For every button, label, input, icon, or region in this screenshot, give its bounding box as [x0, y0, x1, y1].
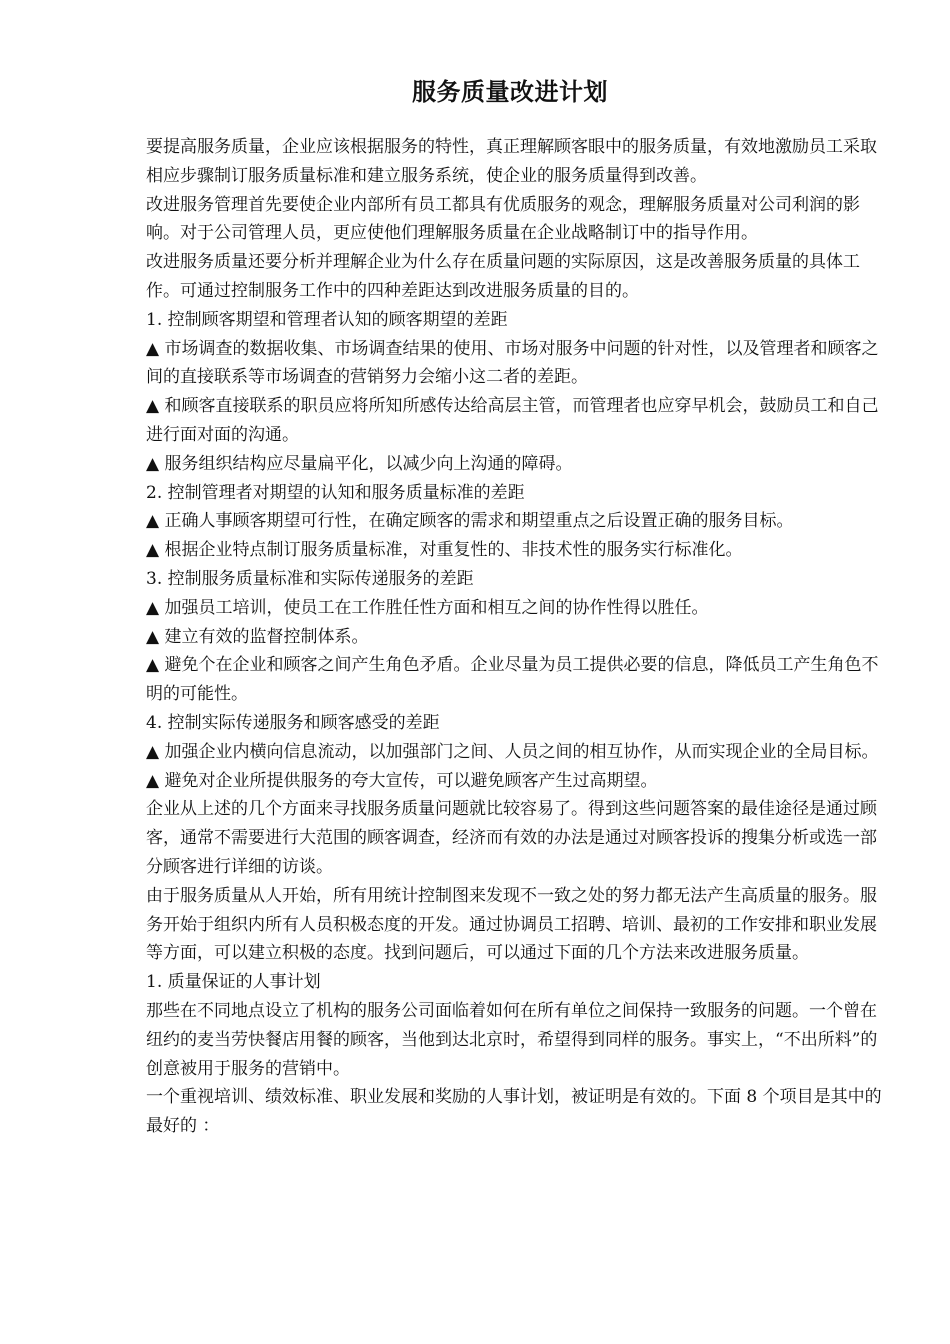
bullet-item: ▲ 加强企业内横向信息流动，以加强部门之间、人员之间的相互协作，从而实现企业的全局目标。 — [146, 741, 879, 762]
bullet-item: ▲ 避免对企业所提供服务的夸大宣传，可以避免顾客产生过高期望。 — [146, 770, 658, 791]
section-heading: 4. 控制实际传递服务和顾客感受的差距 — [146, 712, 440, 733]
paragraph: 一个重视培训、绩效标准、职业发展和奖励的人事计划，被证明是有效的。下面 8 个项目是其中的最好的 ： — [146, 1087, 882, 1137]
bullet-item: ▲ 加强员工培训，使员工在工作胜任性方面和相互之间的协作性得以胜任。 — [146, 597, 709, 618]
section-heading: 1. 控制顾客期望和管理者认知的顾客期望的差距 — [146, 309, 508, 330]
paragraph: 要提高服务质量，企业应该根据服务的特性，真正理解顾客眼中的服务质量，有效地激励员工采取相应步骤制订服务质量标准和建立服务系统，使企业的服务质量得到改善。 — [146, 137, 877, 186]
section-heading: 2. 控制管理者对期望的认知和服务质量标准的差距 — [146, 482, 525, 503]
paragraph: 由于服务质量从人开始，所有用统计控制图来发现不一致之处的努力都无法产生高质量的服务。服务开始于组织内所有人员积极态度的开发。通过协调员工招聘、培训、最初的工作安排和职业发展等方面，可以建立积极的态度。找到问题后，可以通过下面的几个方法来改进服务质量。 — [146, 885, 877, 964]
document-body — [146, 133, 886, 1141]
bullet-item: ▲ 根据企业特点制订服务质量标准，对重复性的、非技术性的服务实行标准化。 — [146, 540, 743, 561]
section-heading: 1. 质量保证的人事计划 — [146, 972, 321, 993]
document-title: 服务质量改进计划 — [412, 77, 608, 106]
bullet-item: ▲ 和顾客直接联系的职员应将所知所感传达给高层主管，而管理者也应穿早机会，鼓励员工和自己进行面对面的沟通。 — [146, 396, 879, 445]
bullet-item: ▲ 避免个在企业和顾客之间产生角色矛盾。企业尽量为员工提供必要的信息，降低员工产生角色不明的可能性。 — [146, 655, 879, 705]
bullet-item: ▲ 建立有效的监督控制体系。 — [146, 626, 369, 647]
paragraph: 改进服务管理首先要使企业内部所有员工都具有优质服务的观念，理解服务质量对公司利润的影响。对于公司管理人员，更应使他们理解服务质量在企业战略制订中的指导作用。 — [146, 194, 860, 244]
paragraph: 那些在不同地点设立了机构的服务公司面临着如何在所有单位之间保持一致服务的问题。一个曾在纽约的麦当劳快餐店用餐的顾客，当他到达北京时，希望得到同样的服务。事实上，“不出所料”的创意被用于服务的营销中。 — [146, 1000, 878, 1079]
paragraph: 改进服务质量还要分析并理解企业为什么存在质量问题的实际原因，这是改善服务质量的具体工作。可通过控制服务工作中的四种差距达到改进服务质量的目的。 — [146, 252, 860, 301]
bullet-item: ▲ 正确人事顾客期望可行性，在确定顾客的需求和期望重点之后设置正确的服务目标。 — [146, 511, 794, 532]
bullet-item: ▲ 市场调查的数据收集、市场调查结果的使用、市场对服务中问题的针对性，以及管理者和顾客之间的直接联系等市场调查的营销努力会缩小这二者的差距。 — [146, 338, 879, 388]
section-heading: 3. 控制服务质量标准和实际传递服务的差距 — [146, 568, 474, 589]
paragraph: 企业从上述的几个方面来寻找服务质量问题就比较容易了。得到这些问题答案的最佳途径是通过顾客，通常不需要进行大范围的顾客调查，经济而有效的办法是通过对顾客投诉的搜集分析或选一部分顾客进行详细的访谈。 — [146, 799, 877, 877]
bullet-item: ▲ 服务组织结构应尽量扁平化，以减少向上沟通的障碍。 — [146, 453, 573, 474]
